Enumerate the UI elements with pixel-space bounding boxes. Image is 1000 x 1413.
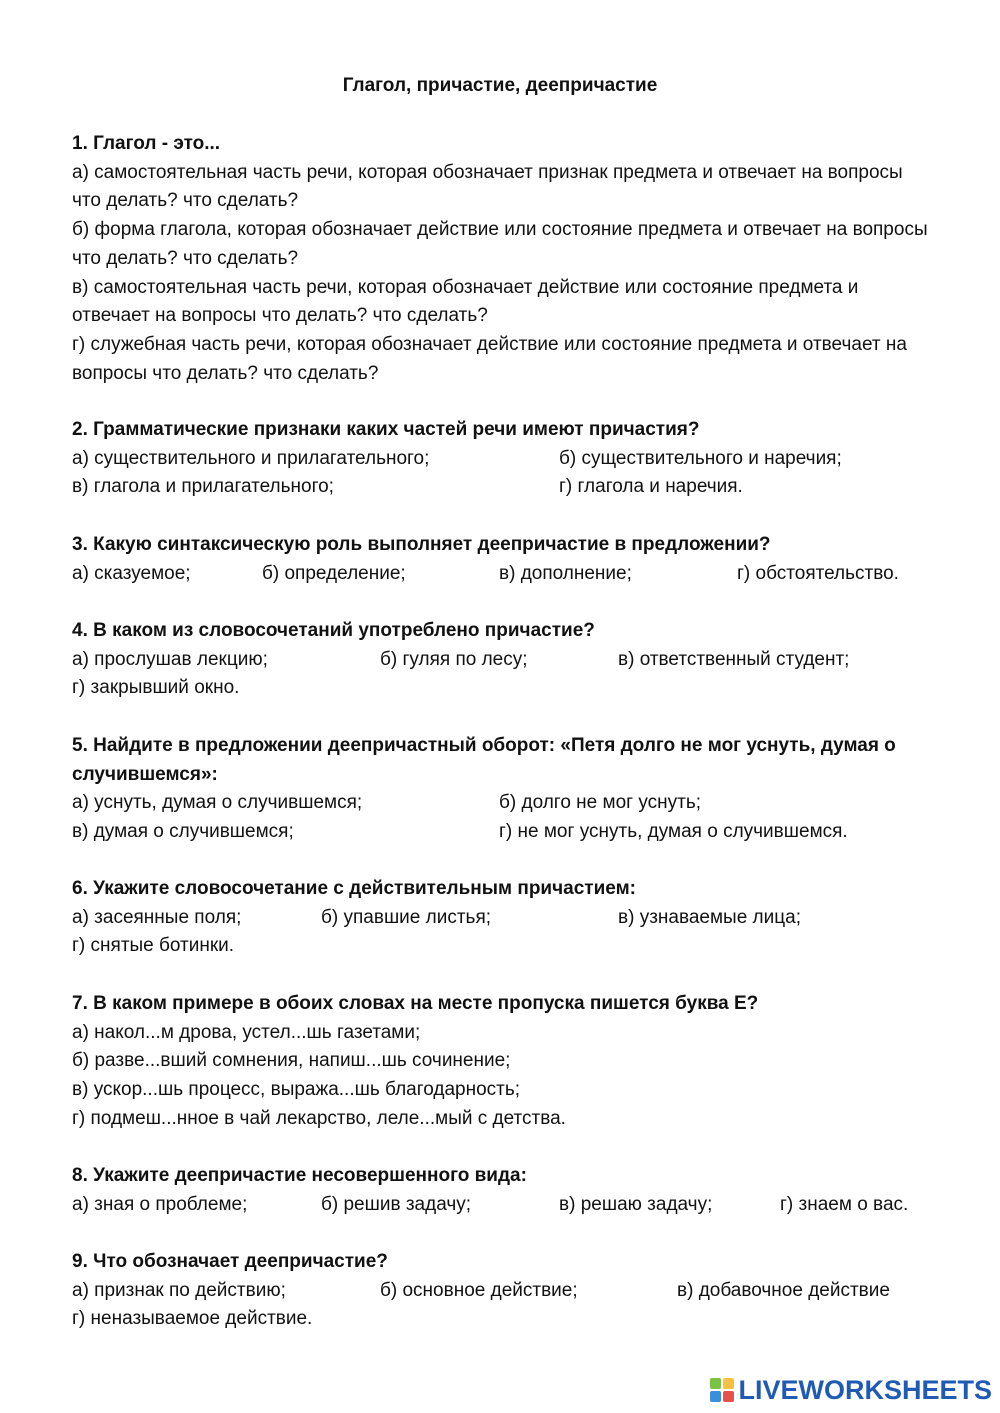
answer-option[interactable]: б) решив задачу; xyxy=(321,1193,472,1215)
answer-row xyxy=(72,646,932,675)
logo-square-yellow xyxy=(723,1378,734,1389)
logo-square-green xyxy=(710,1378,721,1389)
liveworksheets-logo-icon xyxy=(710,1378,734,1402)
question-8 xyxy=(72,1162,932,1219)
answer-option[interactable]: а) засеянные поля; xyxy=(72,906,242,928)
question-6 xyxy=(72,875,932,961)
answer-option[interactable]: а) зная о проблеме; xyxy=(72,1193,248,1215)
worksheet-title: Глагол, причастие, деепричастие xyxy=(342,75,658,96)
answer-option[interactable]: а) признак по действию; xyxy=(72,1279,286,1301)
answer-option[interactable]: г) подмеш...нное в чай лекарство, леле...мый с детства. xyxy=(72,1107,566,1129)
answer-option[interactable]: в) ответственный студент; xyxy=(618,648,850,670)
question-text: 2. Грамматические признаки каких частей речи имеют причастия? xyxy=(72,419,700,440)
answer-row xyxy=(72,560,932,589)
answer-row xyxy=(72,445,932,474)
question-5 xyxy=(72,732,932,847)
answer-option[interactable]: а) уснуть, думая о случившемся; xyxy=(72,792,363,814)
answer-row xyxy=(72,1191,932,1220)
logo-square-red xyxy=(723,1391,734,1402)
answer-option[interactable]: г) закрывший окно. xyxy=(72,677,240,699)
answer-option[interactable]: а) существительного и прилагательного; xyxy=(72,447,430,469)
answer-option[interactable]: в) самостоятельная часть речи, которая обозначает действие или состояние предмета и отвечает на вопросы что делать? что сделать? xyxy=(72,276,859,327)
logo-square-blue xyxy=(710,1391,721,1402)
answer-option[interactable]: б) разве...вший сомнения, напиш...шь сочинение; xyxy=(72,1050,511,1072)
answer-row xyxy=(72,789,932,818)
answer-option[interactable]: в) думая о случившемся; xyxy=(72,821,294,843)
answer-row xyxy=(72,1305,932,1334)
answer-option[interactable]: в) глагола и прилагательного; xyxy=(72,476,334,498)
answer-option[interactable]: г) неназываемое действие. xyxy=(72,1308,313,1330)
answer-option[interactable]: г) служебная часть речи, которая обозначает действие или состояние предмета и отвечает на вопросы что делать? что сделать? xyxy=(72,333,907,384)
question-text: 4. В каком из словосочетаний употреблено причастие? xyxy=(72,620,595,641)
answer-option[interactable]: б) форма глагола, которая обозначает действие или состояние предмета и отвечает на вопросы что делать? что сделать? xyxy=(72,219,928,269)
answer-option[interactable]: г) глагола и наречия. xyxy=(559,476,743,498)
answer-option[interactable]: а) сказуемое; xyxy=(72,562,191,584)
answer-row xyxy=(72,473,932,502)
question-text: 9. Что обозначает деепричастие? xyxy=(72,1251,388,1272)
answer-option[interactable]: в) дополнение; xyxy=(499,562,632,584)
answer-option[interactable]: в) ускор...шь процесс, выража...шь благодарность; xyxy=(72,1079,521,1101)
answer-row xyxy=(72,904,932,933)
answer-row xyxy=(72,932,932,961)
question-text: 1. Глагол - это... xyxy=(72,133,221,154)
answer-option[interactable]: а) накол...м дрова, устел...шь газетами; xyxy=(72,1021,421,1043)
answer-option[interactable]: б) существительного и наречия; xyxy=(559,447,842,469)
question-2 xyxy=(72,416,932,502)
answer-option[interactable]: б) гуляя по лесу; xyxy=(380,648,528,670)
answer-option[interactable]: г) снятые ботинки. xyxy=(72,935,235,957)
question-text: 8. Укажите деепричастие несовершенного вида: xyxy=(72,1165,527,1186)
liveworksheets-logo[interactable] xyxy=(710,1375,992,1405)
answer-option[interactable]: в) решаю задачу; xyxy=(559,1193,713,1215)
question-text: 7. В каком примере в обоих словах на месте пропуска пишется буква Е? xyxy=(72,993,759,1014)
question-9 xyxy=(72,1248,932,1334)
answer-option[interactable]: в) добавочное действие xyxy=(677,1279,890,1301)
question-7 xyxy=(72,990,932,1134)
question-text: 6. Укажите словосочетание с действительным причастием: xyxy=(72,878,636,899)
answer-option[interactable]: а) прослушав лекцию; xyxy=(72,648,268,670)
answer-option[interactable]: а) самостоятельная часть речи, которая обозначает признак предмета и отвечает на вопросы что делать? что сделать? xyxy=(72,161,903,212)
answer-option[interactable]: б) долго не мог уснуть; xyxy=(499,792,702,814)
question-text: 3. Какую синтаксическую роль выполняет деепричастие в предложении? xyxy=(72,534,771,555)
question-text: 5. Найдите в предложении деепричастный оборот: «Петя долго не мог уснуть, думая о случившемся»: xyxy=(72,735,896,785)
answer-option[interactable]: б) основное действие; xyxy=(380,1279,578,1301)
answer-row xyxy=(72,674,932,703)
question-3 xyxy=(72,531,932,588)
answer-option[interactable]: б) упавшие листья; xyxy=(321,906,492,928)
answer-option[interactable]: г) обстоятельство. xyxy=(737,562,899,584)
answer-row xyxy=(72,1277,932,1306)
answer-option[interactable]: б) определение; xyxy=(262,562,406,584)
liveworksheets-brand-text: LIVEWORKSHEETS xyxy=(738,1374,992,1405)
answer-option[interactable]: г) знаем о вас. xyxy=(780,1193,909,1215)
answer-row xyxy=(72,818,932,847)
answer-option[interactable]: в) узнаваемые лица; xyxy=(618,906,801,928)
question-1 xyxy=(72,130,932,388)
question-4 xyxy=(72,617,932,703)
answer-option[interactable]: г) не мог уснуть, думая о случившемся. xyxy=(499,821,848,843)
